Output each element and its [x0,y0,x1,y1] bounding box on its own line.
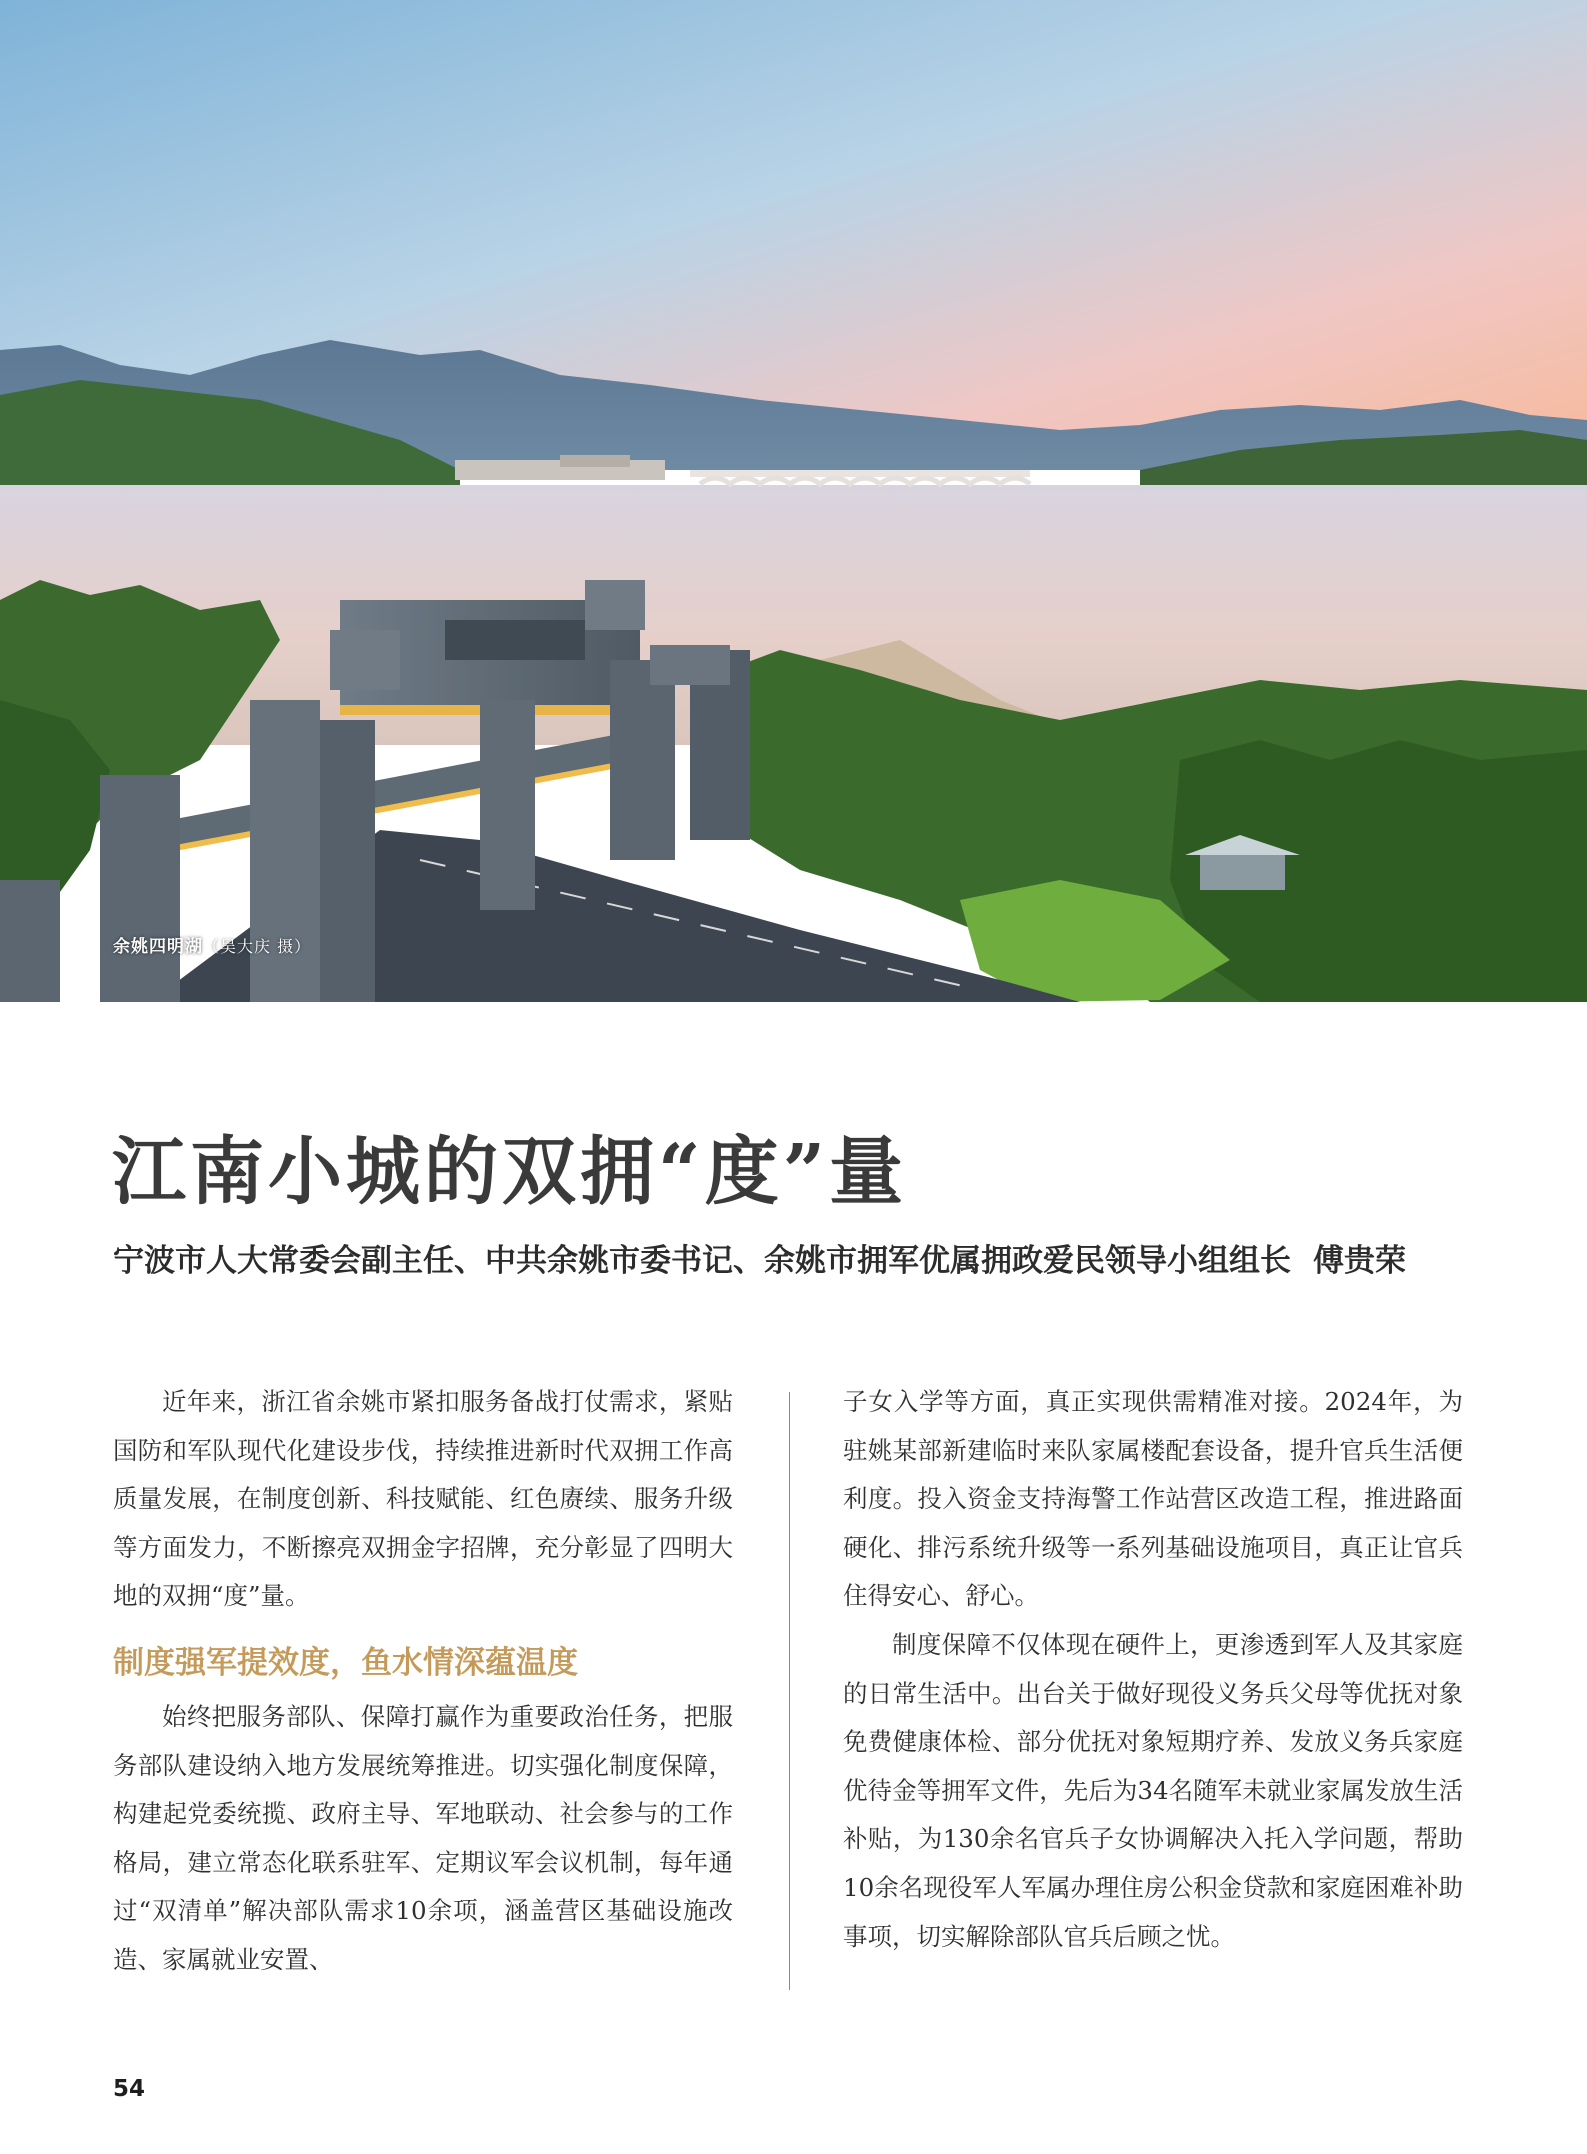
intro-paragraph: 近年来，浙江省余姚市紧扣服务备战打仗需求，紧贴国防和军队现代化建设步伐，持续推进新时代双拥工作高质量发展，在制度创新、科技赋能、红色赓续、服务升级等方面发力，不断擦亮双拥金字招牌，充分彰显了四明大地的双拥“度”量。 [113,1387,733,1611]
bridge-graphic [690,470,1030,484]
photo-caption-place: 余姚四明湖 [113,937,203,957]
author-position: 宁波市人大常委会副主任、中共余姚市委书记、余姚市拥军优属拥政爱民领导小组组长 [113,1243,1291,1279]
photo-caption-credit: （吴大庆 摄） [203,937,312,956]
hero-photo [0,0,1587,1002]
left-column [113,1378,733,1985]
author-name: 傅贵荣 [1313,1243,1406,1279]
column-divider [789,1392,790,1990]
right-column [843,1378,1463,1961]
photo-caption [113,932,311,957]
section-paragraph: 始终把服务部队、保障打赢作为重要政治任务，把服务部队建设纳入地方发展统筹推进。切实强化制度保障，构建起党委统揽、政府主导、军地联动、社会参与的工作格局，建立常态化联系驻军、定期议军会议机制，每年通过“双清单”解决部队需求10余项，涵盖营区基础设施改造、家属就业安置、 [113,1701,733,1974]
section-heading: 制度强军提效度，鱼水情深蕴温度 [113,1644,578,1681]
page-number: 54 [113,2076,146,2102]
support-paragraph: 制度保障不仅体现在硬件上，更渗透到军人及其家庭的日常生活中。出台关于做好现役义务兵父母等优抚对象免费健康体检、部分优抚对象短期疗养、发放义务兵家庭优待金等拥军文件，先后为34名随军未就业家属发放生活补贴，为130余名官兵子女协调解决入托入学问题，帮助10余名现役军人军属办理住房公积金贷款和家庭困难补助事项，切实解除部队官兵后顾之忧。 [843,1629,1463,1951]
article-subtitle [113,1235,1406,1280]
continued-paragraph: 子女入学等方面，真正实现供需精准对接。2024年，为驻姚某部新建临时来队家属楼配套设备，提升官兵生活便利度。投入资金支持海警工作站营区改造工程，推进路面硬化、排污系统升级等一系列基础设施项目，真正让官兵住得安心、舒心。 [843,1387,1463,1611]
article-title: 江南小城的双拥“度”量 [112,1129,908,1215]
lake-landscape-illustration [0,0,1587,1002]
